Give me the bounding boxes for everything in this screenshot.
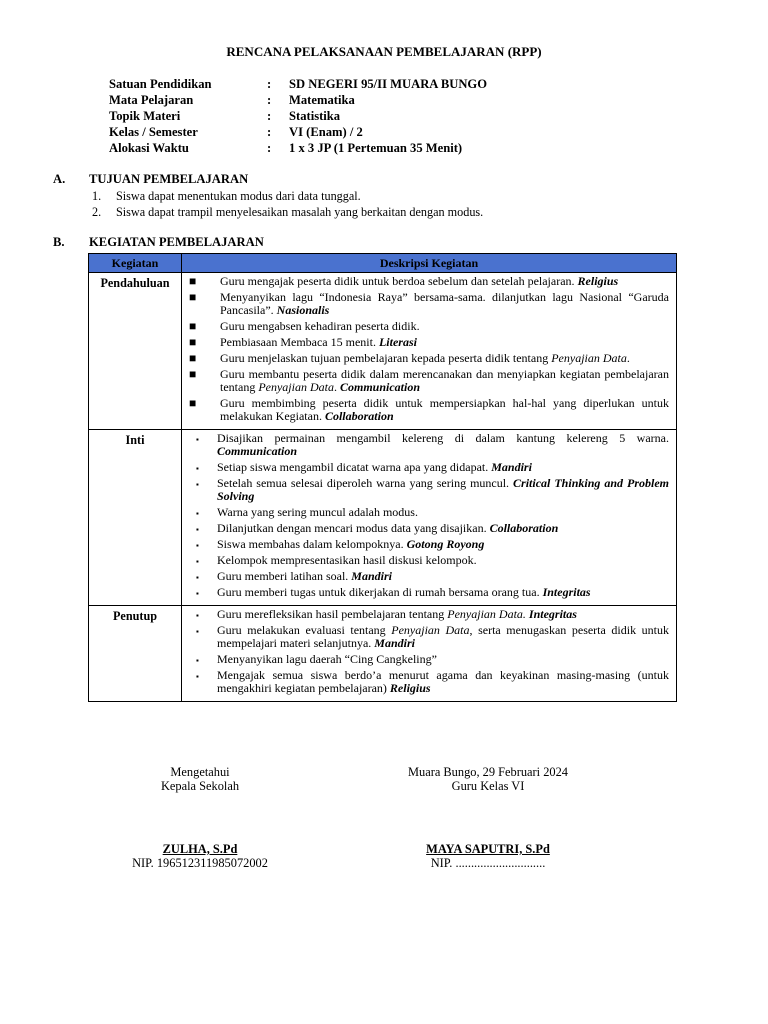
activity-list: [182, 606, 676, 701]
list-item: [182, 352, 669, 365]
activity-list: [182, 430, 676, 605]
small-square-bullet-icon: ▪: [196, 541, 199, 550]
small-square-bullet-icon: ▪: [196, 611, 199, 620]
item-text: Guru membantu peserta didik dalam merencanakan dan menyiapkan kegiatan pembelajaran tentang: [220, 367, 669, 394]
objectives-list: [92, 188, 483, 220]
small-square-bullet-icon: ▪: [196, 589, 199, 598]
identity-colon: :: [267, 77, 272, 91]
signature-nip: NIP. 196512311985072002: [132, 856, 268, 870]
list-item: [182, 368, 669, 394]
objective-number: 2.: [92, 205, 102, 219]
square-bullet-icon: ■: [189, 319, 197, 333]
item-italic-text: Penyajian Data: [258, 380, 334, 394]
signature-teacher-name-block: [378, 842, 598, 870]
phase-label: Penutup: [89, 606, 182, 702]
activity-list: [182, 273, 676, 429]
identity-label: Topik Materi: [109, 109, 181, 123]
phase-label: Pendahuluan: [89, 273, 182, 430]
item-text: Guru merefleksikan hasil pembelajaran tentang: [217, 607, 445, 621]
identity-label: Satuan Pendidikan: [109, 77, 212, 91]
header-description: Deskripsi Kegiatan: [182, 254, 677, 273]
square-bullet-icon: ■: [189, 290, 197, 304]
identity-label: Mata Pelajaran: [109, 93, 194, 107]
character-tag: Critical Thinking and Problem Solving: [217, 476, 669, 503]
item-text: Guru menjelaskan tujuan pembelajaran kepada peserta didik tentang: [220, 351, 549, 365]
signature-line2: Guru Kelas VI: [451, 779, 525, 793]
phase-description: [182, 273, 677, 430]
phase-description: [182, 430, 677, 606]
item-text-end: .: [333, 380, 337, 394]
identity-value: Matematika: [289, 93, 355, 107]
identity-colon: :: [267, 125, 272, 139]
signature-line2: Kepala Sekolah: [160, 779, 240, 793]
list-item: [182, 461, 669, 474]
identity-row: [109, 76, 487, 92]
item-text: Setelah semua selesai diperoleh warna yang sering muncul.: [217, 476, 510, 490]
item-text: Mengajak semua siswa berdo’a menurut agama dan keyakinan masing-masing (untuk mengakhiri kegiatan pembelajaran): [217, 668, 669, 695]
identity-row: [109, 108, 487, 124]
small-square-bullet-icon: ▪: [196, 435, 199, 444]
signature-nip: NIP. .............................: [430, 856, 546, 870]
small-square-bullet-icon: ▪: [196, 627, 199, 636]
list-item: [182, 522, 669, 535]
identity-label: Alokasi Waktu: [109, 141, 189, 155]
list-item: [182, 506, 669, 519]
item-text: Menyanyikan lagu “Indonesia Raya” bersama-sama. dilanjutkan lagu Nasional “Garuda Pancasila”.: [220, 290, 669, 317]
activities-table: [88, 253, 677, 702]
small-square-bullet-icon: ▪: [196, 525, 199, 534]
character-tag: Religius: [389, 681, 431, 695]
item-italic-text: Penyajian Data: [551, 351, 627, 365]
identity-value: 1 x 3 JP (1 Pertemuan 35 Menit): [289, 141, 463, 155]
item-text: Guru memberi latihan soal.: [217, 569, 349, 583]
character-tag: Communication: [339, 380, 421, 394]
item-text: Pembiasaan Membaca 15 menit.: [220, 335, 376, 349]
phase-label: Inti: [89, 430, 182, 606]
character-tag: Religius: [577, 274, 619, 288]
list-item: [182, 653, 669, 666]
list-item: [182, 336, 669, 349]
list-item: [182, 538, 669, 551]
character-tag: Nasionalis: [276, 303, 330, 317]
list-item: [182, 554, 669, 567]
objective-item: [92, 188, 483, 204]
list-item: [182, 570, 669, 583]
small-square-bullet-icon: ▪: [196, 656, 199, 665]
list-item: [182, 608, 669, 621]
item-text-end: .: [626, 351, 630, 365]
item-text: Dilanjutkan dengan mencari modus data yang disajikan.: [217, 521, 487, 535]
small-square-bullet-icon: ▪: [196, 464, 199, 473]
list-item: [182, 432, 669, 458]
signature-headmaster: [100, 765, 300, 793]
item-text: Disajikan permainan mengambil kelereng di dalam kantung kelereng 5 warna.: [217, 431, 669, 445]
identity-row: [109, 140, 487, 156]
objective-text: Siswa dapat menentukan modus dari data tunggal.: [116, 189, 361, 203]
list-item: [182, 275, 669, 288]
row-inti: [89, 430, 677, 606]
identity-row: [109, 92, 487, 108]
list-item: [182, 291, 669, 317]
character-tag: Integritas: [528, 607, 577, 621]
identity-colon: :: [267, 141, 272, 155]
phase-description: [182, 606, 677, 702]
document-title: RENCANA PELAKSANAAN PEMBELAJARAN (RPP): [226, 44, 542, 59]
small-square-bullet-icon: ▪: [196, 557, 199, 566]
signature-name: ZULHA, S.Pd: [162, 842, 238, 856]
character-tag: Mandiri: [374, 636, 415, 650]
small-square-bullet-icon: ▪: [196, 573, 199, 582]
section-a-heading: [53, 172, 248, 187]
item-italic-text: Penyajian Data.: [447, 607, 526, 621]
section-title: KEGIATAN PEMBELAJARAN: [89, 235, 264, 249]
item-text: Siswa membahas dalam kelompoknya.: [217, 537, 404, 551]
item-text: Guru membimbing peserta didik untuk mempersiapkan hal-hal yang diperlukan untuk melakukan Kegiatan.: [220, 396, 669, 423]
item-text: Guru memberi tugas untuk dikerjakan di rumah bersama orang tua.: [217, 585, 540, 599]
identity-table: [109, 76, 487, 156]
item-text: Menyanyikan lagu daerah “Cing Cangkeling”: [217, 652, 437, 666]
character-tag: Integritas: [542, 585, 591, 599]
objective-item: [92, 204, 483, 220]
identity-value: VI (Enam) / 2: [289, 125, 363, 139]
item-text: Setiap siswa mengambil dicatat warna apa yang didapat.: [217, 460, 489, 474]
list-item: [182, 586, 669, 599]
square-bullet-icon: ■: [189, 367, 197, 381]
item-text: Warna yang sering muncul adalah modus.: [217, 505, 418, 519]
item-text-end: , serta menugaskan peserta didik untuk mempelajari materi selanjutnya.: [217, 623, 669, 650]
row-pendahuluan: [89, 273, 677, 430]
character-tag: Collaboration: [489, 521, 559, 535]
section-letter: A.: [53, 172, 66, 186]
row-penutup: [89, 606, 677, 702]
signature-line1: Muara Bungo, 29 Februari 2024: [407, 765, 569, 779]
table-header-row: [89, 254, 677, 273]
square-bullet-icon: ■: [189, 396, 197, 410]
section-letter: B.: [53, 235, 65, 249]
small-square-bullet-icon: ▪: [196, 672, 199, 681]
identity-colon: :: [267, 93, 272, 107]
identity-colon: :: [267, 109, 272, 123]
list-item: [182, 669, 669, 695]
character-tag: Mandiri: [351, 569, 392, 583]
identity-label: Kelas / Semester: [109, 125, 198, 139]
character-tag: Gotong Royong: [406, 537, 485, 551]
signature-line1: Mengetahui: [170, 765, 230, 779]
objective-text: Siswa dapat trampil menyelesaikan masalah yang berkaitan dengan modus.: [116, 205, 484, 219]
objective-number: 1.: [92, 189, 102, 203]
list-item: [182, 477, 669, 503]
small-square-bullet-icon: ▪: [196, 509, 199, 518]
small-square-bullet-icon: ▪: [196, 480, 199, 489]
signature-teacher: [378, 765, 598, 793]
item-italic-text: Penyajian Data: [391, 623, 470, 637]
square-bullet-icon: ■: [189, 274, 197, 288]
identity-value: SD NEGERI 95/II MUARA BUNGO: [289, 77, 488, 91]
signature-headmaster-name-block: [100, 842, 300, 870]
character-tag: Communication: [217, 444, 298, 458]
square-bullet-icon: ■: [189, 335, 197, 349]
list-item: [182, 320, 669, 333]
item-text: Kelompok mempresentasikan hasil diskusi kelompok.: [217, 553, 477, 567]
item-text: Guru mengabsen kehadiran peserta didik.: [220, 319, 420, 333]
character-tag: Mandiri: [491, 460, 532, 474]
identity-value: Statistika: [289, 109, 341, 123]
header-activity: Kegiatan: [89, 254, 182, 273]
section-title: TUJUAN PEMBELAJARAN: [89, 172, 249, 186]
section-b-heading: [53, 235, 264, 250]
item-text: Guru melakukan evaluasi tentang: [217, 623, 386, 637]
list-item: [182, 624, 669, 650]
list-item: [182, 397, 669, 423]
signature-name: MAYA SAPUTRI, S.Pd: [426, 842, 550, 856]
identity-row: [109, 124, 487, 140]
character-tag: Collaboration: [324, 409, 394, 423]
square-bullet-icon: ■: [189, 351, 197, 365]
item-text: Guru mengajak peserta didik untuk berdoa sebelum dan setelah pelajaran.: [220, 274, 575, 288]
character-tag: Literasi: [378, 335, 417, 349]
